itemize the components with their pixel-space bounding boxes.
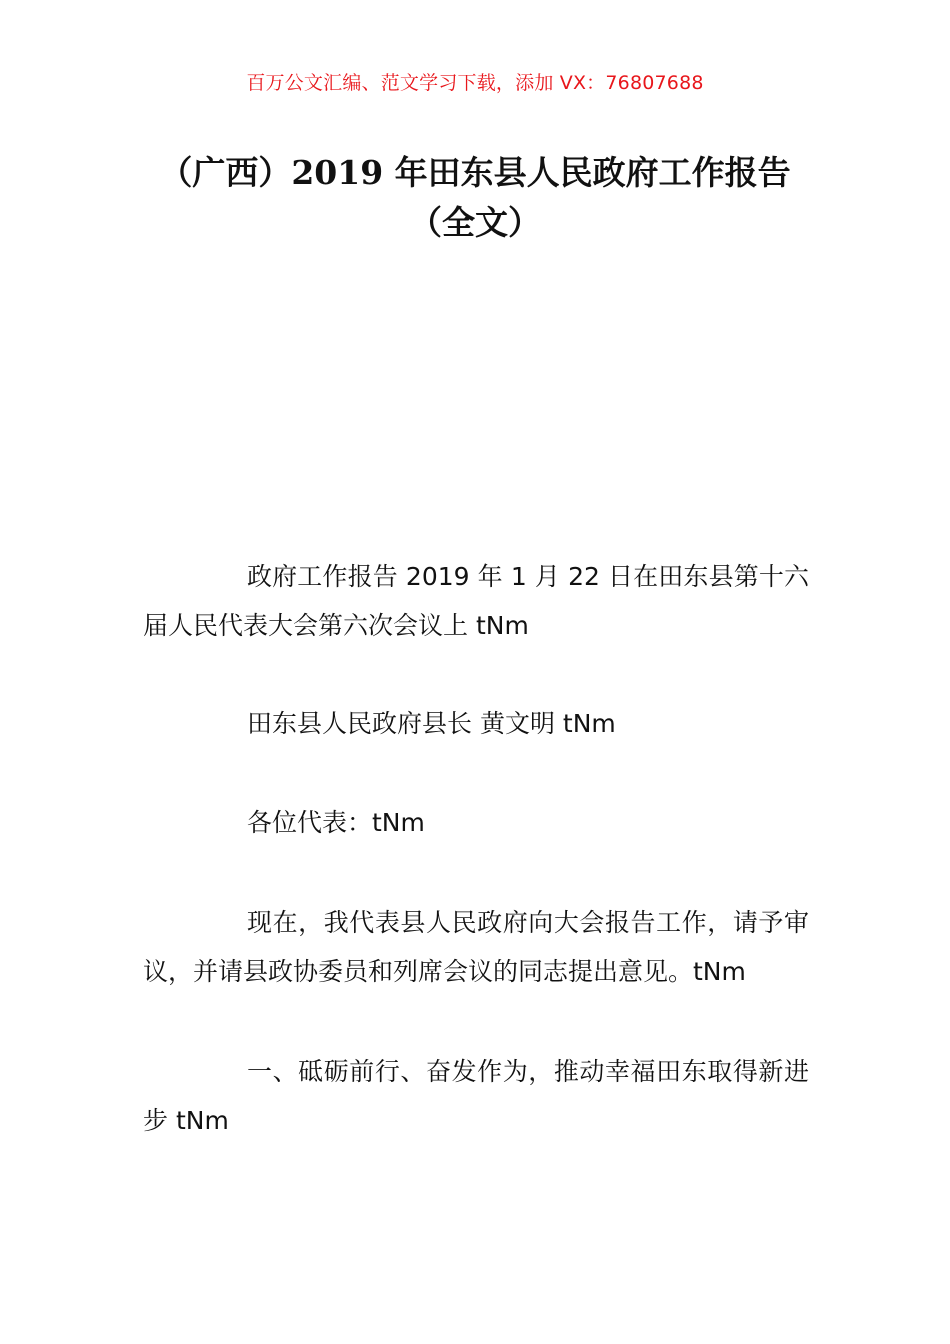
paragraph-report-date <box>143 552 809 650</box>
header-banner: 百万公文汇编、范文学习下载，添加 VX：76807688 <box>246 72 704 94</box>
paragraph-text: 各位代表：tNm <box>247 808 425 837</box>
paragraph-text: 现在，我代表县人民政府向大会报告工作，请予审议，并请县政协委员和列席会议的同志提出意见。tNm <box>143 908 809 986</box>
paragraph-text: 田东县人民政府县长 黄文明 tNm <box>247 709 616 738</box>
paragraph-intro <box>143 898 809 996</box>
paragraph-author <box>143 699 809 748</box>
paragraph-text: 政府工作报告 2019 年 1 月 22 日在田东县第十六届人民代表大会第六次会议上 tNm <box>143 562 809 640</box>
title-line-1: （广西）2019 年田东县人民政府工作报告 <box>159 153 791 192</box>
section-heading-1 <box>143 1047 809 1145</box>
title-line-2: （全文） <box>409 203 541 242</box>
paragraph-salutation <box>143 798 809 847</box>
document-title <box>120 148 830 248</box>
paragraph-text: 一、砥砺前行、奋发作为，推动幸福田东取得新进步 tNm <box>143 1057 809 1135</box>
